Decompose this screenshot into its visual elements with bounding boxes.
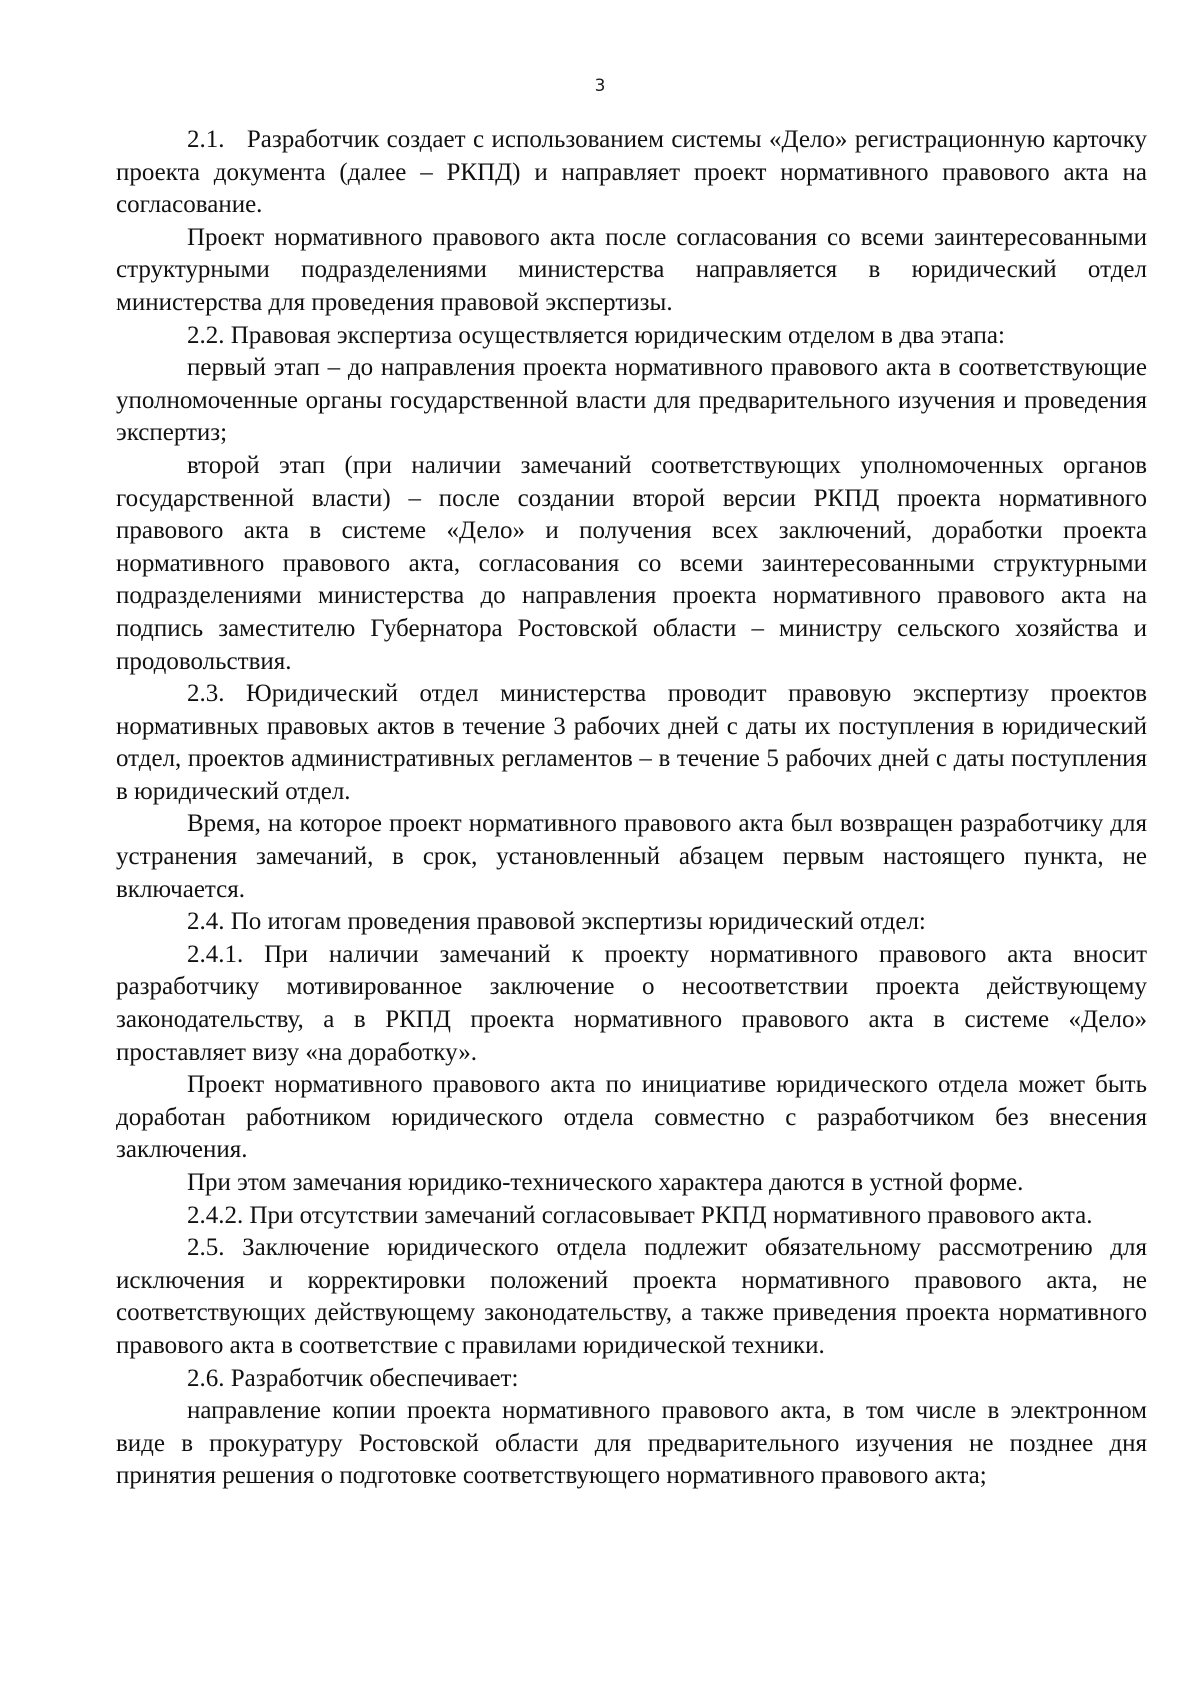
paragraph-2-1-approval: Проект нормативного правового акта после согласования со всеми заинтересованными структурными подразделениями министерства направляется в юридический отдел министерства для проведения правовой экспертизы. bbox=[116, 223, 1147, 316]
paragraph-2-4-1-revision: Проект нормативного правового акта по инициативе юридического отдела может быть доработан работником юридического отдела совместно с разработчиком без внесения заключения. bbox=[116, 1071, 1147, 1164]
paragraph-2-3: 2.3. Юридический отдел министерства проводит правовую экспертизу проектов нормативных правовых актов в течение 3 рабочих дней с даты их поступления в юридический отдел, проектов административных регламентов – в течение 5 рабочих дней с даты поступления в юридический отдел. bbox=[116, 680, 1147, 805]
paragraph-2-2: 2.2. Правовая экспертиза осуществляется юридическим отделом в два этапа: bbox=[187, 321, 1005, 349]
paragraph-2-6-copy: направление копии проекта нормативного правового акта, в том числе в электронном виде в прокуратуру Ростовской области для предварительного изучения не позднее дня принятия решения о подготовке соответствующего нормативного правового акта; bbox=[116, 1397, 1147, 1490]
paragraph-2-4-1: 2.4.1. При наличии замечаний к проекту нормативного правового акта вносит разработчику мотивированное заключение о несоответствии проекта действующему законодательству, а в РКПД проекта нормативного правового акта в системе «Дело» проставляет визу «на доработку». bbox=[116, 940, 1147, 1066]
paragraph-2-2-stage-two: второй этап (при наличии замечаний соответствующих уполномоченных органов государственной власти) – после создании второй версии РКПД проекта нормативного правового акта в системе «Дело» и получения всех заключений, доработки проекта нормативного правового акта, согласования со всеми заинтересованными структурными подразделениями министерства до направления проекта нормативного правового акта на подпись заместителю Губернатора Ростовской области – министру сельского хозяйства и продовольствия. bbox=[116, 451, 1147, 675]
document-body bbox=[116, 124, 1147, 1493]
paragraph-2-1: 2.1. Разработчик создает с использованием системы «Дело» регистрационную карточку проекта документа (далее – РКПД) и направляет проект нормативного правового акта на согласование. bbox=[116, 126, 1147, 219]
page-number: 3 bbox=[594, 76, 606, 96]
paragraph-2-6: 2.6. Разработчик обеспечивает: bbox=[187, 1364, 519, 1392]
paragraph-2-4-1-oral-remarks: При этом замечания юридико-технического характера даются в устной форме. bbox=[187, 1169, 1024, 1196]
paragraph-2-4: 2.4. По итогам проведения правовой экспертизы юридический отдел: bbox=[187, 908, 926, 936]
paragraph-2-4-2: 2.4.2. При отсутствии замечаний согласовывает РКПД нормативного правового акта. bbox=[187, 1201, 1093, 1229]
paragraph-2-2-stage-one: первый этап – до направления проекта нормативного правового акта в соответствующие уполномоченные органы государственной власти для предварительного изучения и проведения экспертиз; bbox=[116, 354, 1147, 447]
paragraph-2-5: 2.5. Заключение юридического отдела подлежит обязательному рассмотрению для исключения и корректировки положений проекта нормативного правового акта, не соответствующих действующему законодательству, а также приведения проекта нормативного правового акта в соответствие с правилами юридической техники. bbox=[116, 1234, 1147, 1359]
paragraph-2-3-time: Время, на которое проект нормативного правового акта был возвращен разработчику для устранения замечаний, в срок, установленный абзацем первым настоящего пункта, не включается. bbox=[116, 810, 1147, 903]
